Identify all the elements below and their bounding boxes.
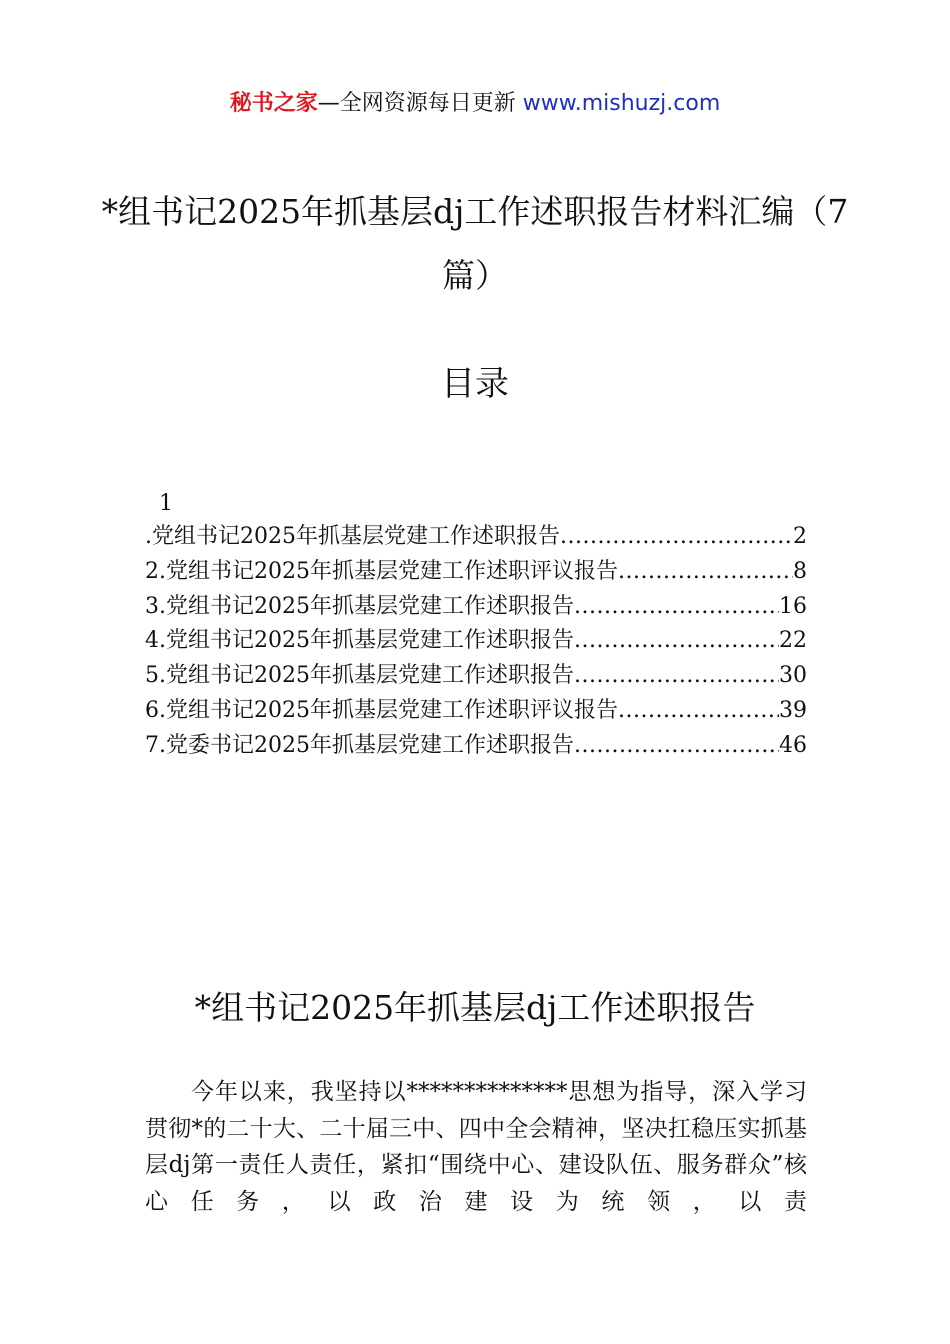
site-tagline: —全网资源每日更新 bbox=[317, 91, 523, 116]
toc-leader-dots bbox=[618, 555, 793, 590]
toc-entry-title: 3.党组书记2025年抓基层党建工作述职报告 bbox=[145, 593, 574, 619]
toc-entry-title: 6.党组书记2025年抓基层党建工作述职评议报告 bbox=[145, 697, 618, 723]
toc-first-entry-number: 1 bbox=[159, 491, 173, 516]
toc-leader-dots bbox=[618, 694, 779, 729]
section-title: *组书记2025年抓基层dj工作述职报告 bbox=[194, 988, 756, 1027]
toc-entry[interactable] bbox=[145, 694, 807, 729]
toc-entry-page: 39 bbox=[779, 697, 807, 723]
toc-leader-dots bbox=[560, 520, 793, 555]
toc-entry[interactable] bbox=[145, 520, 807, 555]
document-title: *组书记2025年抓基层dj工作述职报告材料汇编（7篇） bbox=[101, 192, 849, 295]
table-of-contents bbox=[145, 488, 807, 764]
site-brand: 秘书之家 bbox=[229, 91, 318, 116]
toc-heading: 目录 bbox=[441, 364, 509, 404]
toc-entry-title: 5.党组书记2025年抓基层党建工作述职报告 bbox=[145, 663, 574, 689]
toc-leader-dots bbox=[574, 590, 779, 625]
toc-entry[interactable] bbox=[145, 555, 807, 590]
toc-leader-dots bbox=[574, 659, 779, 694]
toc-entry-title: 4.党组书记2025年抓基层党建工作述职报告 bbox=[145, 628, 574, 654]
toc-entry-page: 16 bbox=[779, 593, 807, 619]
toc-entry-page: 8 bbox=[793, 558, 807, 584]
toc-leader-dots bbox=[574, 624, 779, 659]
toc-entry-title: .党组书记2025年抓基层党建工作述职报告 bbox=[145, 524, 560, 549]
toc-entry[interactable] bbox=[145, 659, 807, 694]
toc-entry-page: 46 bbox=[779, 732, 807, 758]
toc-entry[interactable] bbox=[145, 729, 807, 764]
site-header bbox=[0, 88, 950, 120]
site-url-link[interactable]: www.mishuzj.com bbox=[522, 91, 721, 116]
toc-entry[interactable] bbox=[145, 624, 807, 659]
toc-entry-title: 7.党委书记2025年抓基层党建工作述职报告 bbox=[145, 732, 574, 758]
toc-leader-dots bbox=[574, 729, 779, 764]
body-paragraph: 今年以来，我坚持以**************思想为指导，深入学习贯彻*的二十大、二十届三中、四中全会精神，坚决扛稳压实抓基层dj第一责任人责任，紧扣“围绕中心、建设队伍、服务群众”核心任务，以政治建设为统领，以责 bbox=[145, 1079, 807, 1215]
toc-entry[interactable] bbox=[145, 590, 807, 625]
toc-entry-page: 30 bbox=[779, 663, 807, 689]
toc-entry-title: 2.党组书记2025年抓基层党建工作述职评议报告 bbox=[145, 558, 618, 584]
toc-entry-page: 22 bbox=[779, 628, 807, 654]
toc-entry-page: 2 bbox=[793, 524, 807, 549]
